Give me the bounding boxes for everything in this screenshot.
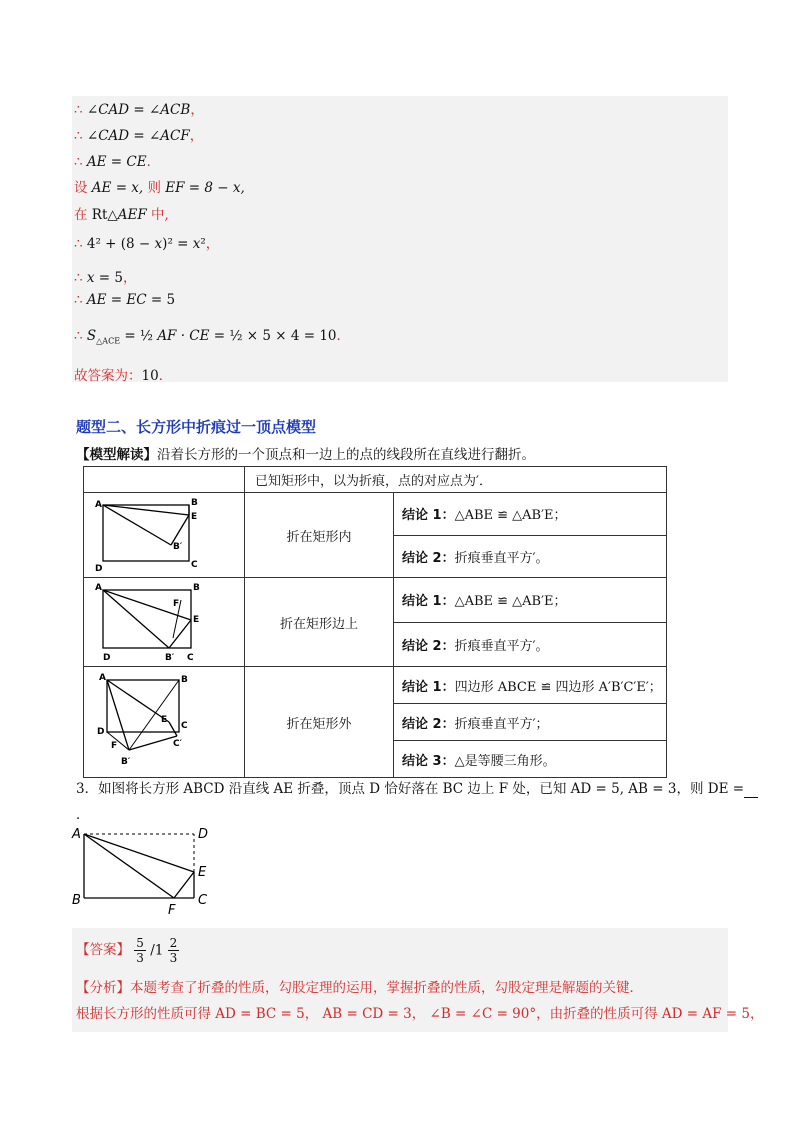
fig2-label-f: F <box>173 599 180 609</box>
solution-line-3: ∴ AE = CE． <box>74 154 161 170</box>
position-on-edge: 折在矩形边上 <box>245 578 394 667</box>
answer-mixed-fraction: 2 3 <box>169 936 178 965</box>
q3-label-d: D <box>198 827 209 842</box>
figure-fold-on-edge <box>84 578 245 667</box>
fig3-label-b: B <box>181 675 188 685</box>
question-3-figure <box>66 820 226 920</box>
fig2-label-d: D <box>103 653 111 662</box>
row1-conclusion-1: 结论 1：△ABE ≌ △AB′E； <box>394 493 667 536</box>
q3-label-a: A <box>72 827 81 842</box>
solution-line-5: 在 Rt△AEF 中, <box>74 207 169 223</box>
fig2-label-b-prime: B′ <box>165 653 175 662</box>
fig3-label-c-prime: C′ <box>173 739 182 749</box>
solution-line-9: ∴ $S_{\triangle ACE}$ = ½ AF · CE = ½ × 5 × 4 = 10． <box>74 328 351 346</box>
fig1-label-d: D <box>95 564 103 573</box>
answer-fraction: 5 3 <box>136 936 144 965</box>
row3-conclusion-1: 结论 1：四边形 ABCE ≌ 四边形 A′B′C′E′； <box>394 667 667 704</box>
model-intro <box>76 443 535 463</box>
figure-fold-inside <box>84 493 245 578</box>
solution-line-6: ∴ 4² + (8 − x)² = x²， <box>74 236 220 252</box>
solution-line-4: 设 AE = x, 则 EF = 8 − x, <box>74 180 245 196</box>
fig2-label-a: A <box>95 583 102 593</box>
figure-fold-outside <box>84 667 245 778</box>
fig3-label-f: F <box>111 741 118 751</box>
fig3-label-a: A <box>99 673 106 683</box>
question-3: 3．如图将长方形 ABCD 沿直线 AE 折叠，顶点 D 恰好落在 BC 边上 F 处，已知 AD = 5, AB = 3，则 DE = <box>76 777 758 798</box>
fig1-label-c: C <box>191 560 198 570</box>
fig1-label-a: A <box>95 500 102 510</box>
q3-label-c: C <box>198 893 208 908</box>
q3-label-b: B <box>72 893 81 908</box>
q3-label-f: F <box>168 903 176 918</box>
answer-blank <box>744 781 758 798</box>
fig2-label-e: E <box>193 615 200 625</box>
model-intro-tag: 【模型解读】 <box>76 447 157 463</box>
q3-label-e: E <box>198 865 207 880</box>
answer-block <box>72 928 764 1032</box>
answer-line: 【答案】 5 3 /1 2 3 <box>76 936 178 965</box>
fig2-label-c: C <box>187 653 194 662</box>
solution-line-8: ∴ AE = EC = 5 <box>74 292 176 308</box>
section-title: 题型二、长方形中折痕过一顶点模型 <box>76 418 317 436</box>
row2-conclusion-2: 结论 2：折痕垂直平方′。 <box>394 622 667 667</box>
fig1-label-b-prime: B′ <box>173 542 183 552</box>
solution-line-1: ∴ ∠CAD = ∠ACB， <box>74 102 204 118</box>
fig1-label-e: E <box>191 512 198 522</box>
model-table <box>83 466 667 778</box>
fig2-label-b: B <box>193 583 200 593</box>
answer-tag: 【答案】 <box>76 942 130 958</box>
model-intro-text: 沿着长方形的一个顶点和一边上的点的线段所在直线进行翻折。 <box>157 447 535 463</box>
fig3-label-c: C <box>181 721 188 731</box>
fig3-label-e: E <box>161 715 168 725</box>
solution-line-2: ∴ ∠CAD = ∠ACF， <box>74 128 204 144</box>
table-header-empty <box>84 467 245 493</box>
row3-conclusion-2: 结论 2：折痕垂直平方′； <box>394 704 667 741</box>
table-header: 已知矩形中，以为折痕，点的对应点为′． <box>245 467 667 493</box>
question-3-tail: ． <box>76 807 90 823</box>
row3-conclusion-3: 结论 3：△是等腰三角形。 <box>394 741 667 778</box>
analysis-line-1: 【分析】本题考查了折叠的性质，勾股定理的运用，掌握折叠的性质，勾股定理是解题的关键． <box>76 980 643 996</box>
fig3-label-b-prime: B′ <box>121 757 131 767</box>
fig3-label-d: D <box>97 727 105 737</box>
solution-line-7: ∴ x = 5， <box>74 270 137 286</box>
solution-answer-line: 故答案为：10． <box>74 368 173 384</box>
position-outside: 折在矩形外 <box>245 667 394 778</box>
position-inside: 折在矩形内 <box>245 493 394 578</box>
fig1-label-b: B <box>191 498 198 508</box>
row2-conclusion-1: 结论 1：△ABE ≌ △AB′E； <box>394 578 667 623</box>
analysis-line-2: 根据长方形的性质可得 AD = BC = 5， AB = CD = 3， ∠B = ∠C = 90°，由折叠的性质可得 AD = AF = 5， <box>76 1006 764 1022</box>
row1-conclusion-2: 结论 2：折痕垂直平方′。 <box>394 535 667 578</box>
